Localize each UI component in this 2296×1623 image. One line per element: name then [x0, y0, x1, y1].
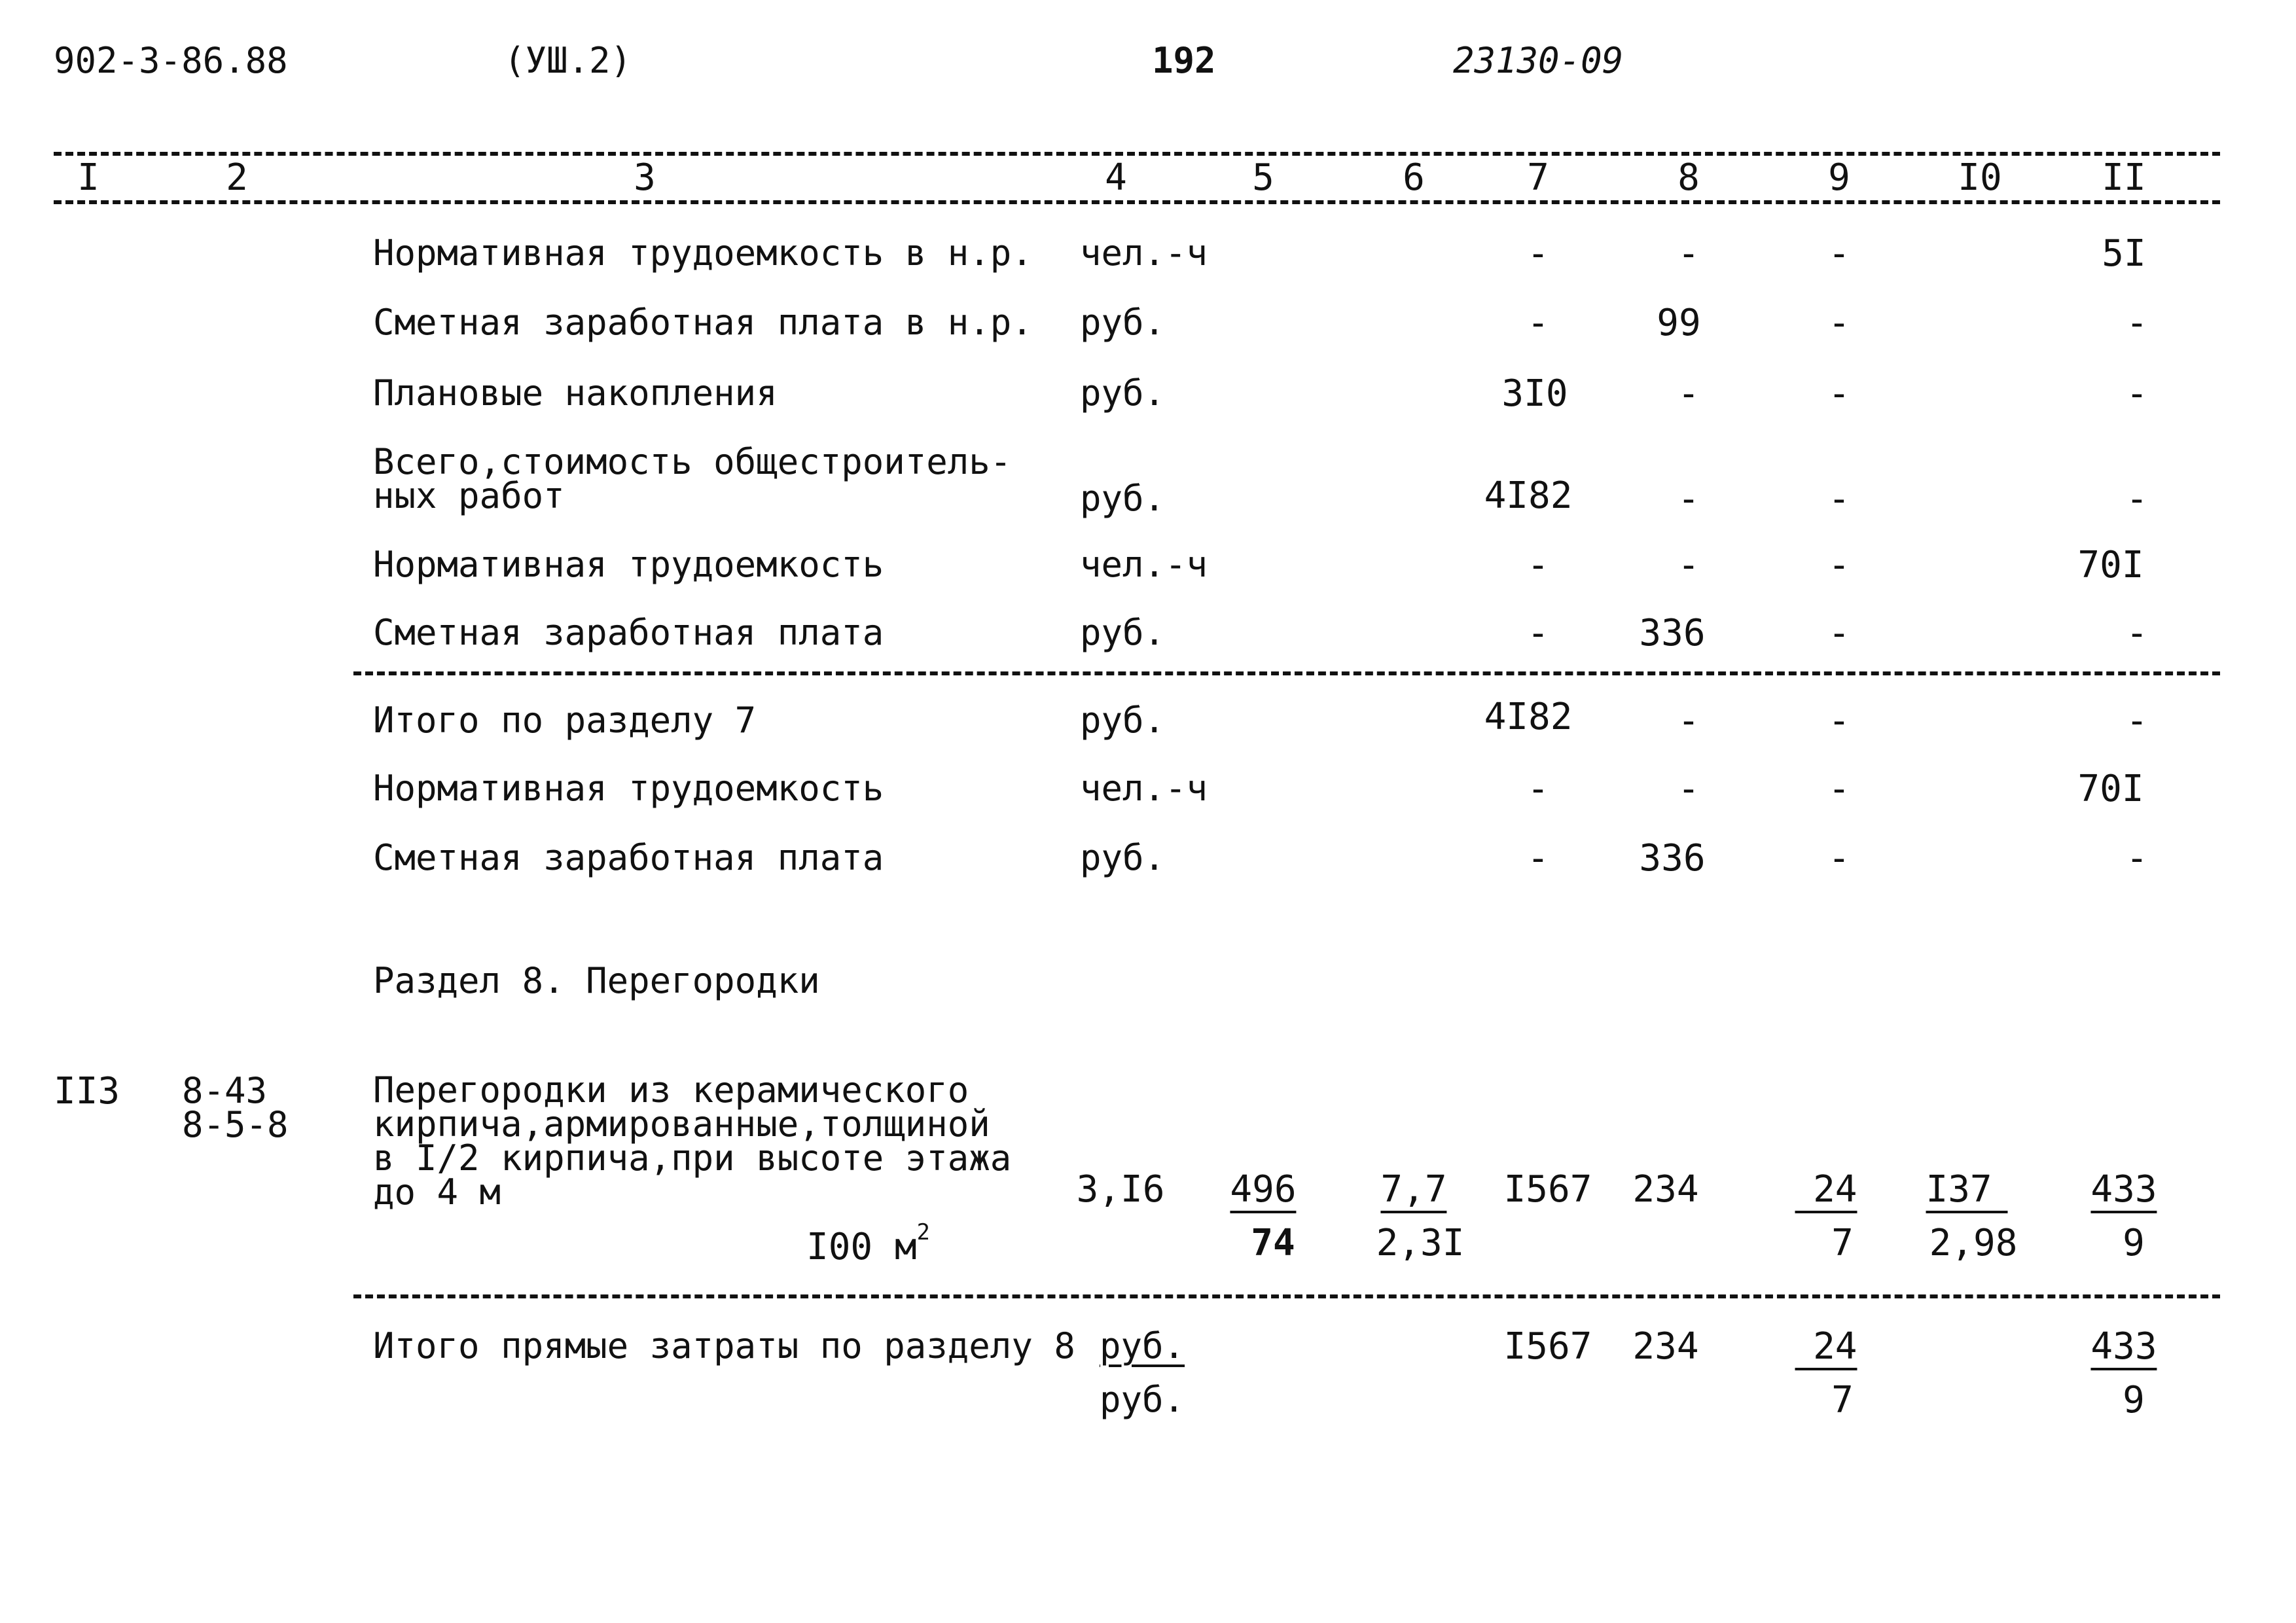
col7-value: - [1527, 837, 1549, 880]
unit-text: I00 м [806, 1226, 917, 1269]
col9-denominator: 7 [1831, 1379, 1854, 1421]
row-name: Нормативная трудоемкость в н.р. [373, 232, 1033, 274]
col11-value: 70I [2077, 768, 2144, 810]
col10-denominator: 2,98 [1929, 1222, 2018, 1264]
total-unit: руб. [1100, 1325, 1185, 1366]
col8-value: 234 [1632, 1168, 1699, 1211]
col11-numerator: 433 [2090, 1329, 2157, 1370]
col11-value: - [2126, 302, 2148, 344]
col6-numerator: 7,7 [1380, 1171, 1446, 1213]
section-title: Раздел 8. Перегородки [373, 960, 820, 1001]
col7-value: - [1527, 302, 1549, 344]
item-code-secondary: 8-5-8 [182, 1104, 289, 1145]
col7-value: - [1527, 612, 1549, 654]
quantity: 3,I6 [1076, 1168, 1165, 1211]
col11-value: - [2126, 837, 2148, 880]
section-divider [353, 671, 2220, 675]
col11-value: 5I [2102, 232, 2146, 275]
col11-value: - [2126, 612, 2148, 654]
row-unit: чел.-ч [1080, 544, 1208, 585]
col8-value: - [1677, 232, 1700, 275]
column-number: 9 [1828, 156, 1850, 199]
col11-denominator: 9 [2123, 1222, 2145, 1264]
column-number: I [77, 156, 99, 199]
section-divider [353, 1294, 2220, 1298]
row-name: Нормативная трудоемкость [373, 768, 884, 809]
column-number: I0 [1958, 156, 2002, 199]
col9-value: - [1828, 612, 1850, 654]
col5-numerator: 496 [1230, 1171, 1296, 1213]
row-unit: руб. [1080, 612, 1166, 653]
col11-denominator: 9 [2123, 1379, 2145, 1421]
col11-value: 70I [2077, 544, 2144, 586]
row-name: Всего,стоимость общестроитель- ных работ [373, 441, 1012, 516]
column-number: 4 [1105, 156, 1127, 199]
col11-numerator: 433 [2090, 1171, 2157, 1213]
total-name: Итого прямые затраты по разделу 8 [373, 1325, 1075, 1366]
row-unit: руб. [1080, 700, 1166, 741]
row-name: Нормативная трудоемкость [373, 544, 884, 585]
row-unit: руб. [1080, 837, 1166, 878]
item-number: II3 [54, 1070, 120, 1113]
col10-numerator: I37 [1926, 1171, 2008, 1213]
col11-value: - [2126, 700, 2148, 742]
col7-value: - [1527, 768, 1549, 810]
col7-value: 3I0 [1501, 372, 1568, 415]
unit-exponent: 2 [916, 1219, 930, 1245]
col8-value: 234 [1632, 1325, 1699, 1368]
col8-value: 336 [1639, 837, 1706, 880]
col8-value: - [1677, 544, 1700, 586]
column-number: 7 [1527, 156, 1549, 199]
col8-value: - [1677, 768, 1700, 810]
item-unit [806, 1219, 930, 1269]
col7-value: - [1527, 232, 1549, 275]
col9-numerator: 24 [1795, 1329, 1857, 1370]
column-number: II [2102, 156, 2146, 199]
col11-value: - [2126, 478, 2148, 520]
col9-value: - [1828, 768, 1850, 810]
total-unit-secondary: руб. [1100, 1379, 1185, 1420]
col7-value: I567 [1503, 1168, 1592, 1211]
project-code: 902-3-86.88 [54, 40, 288, 81]
column-number: 8 [1677, 156, 1700, 199]
col7-value: I567 [1503, 1325, 1592, 1368]
col9-value: - [1828, 372, 1850, 415]
item-code: 8-43 [182, 1070, 268, 1111]
col6-denominator: 2,3I [1376, 1222, 1465, 1264]
col8-value: 99 [1657, 302, 1701, 344]
header-top-rule [54, 152, 2220, 156]
header-bottom-rule [54, 200, 2220, 204]
column-number: 5 [1252, 156, 1274, 199]
row-unit: чел.-ч [1080, 768, 1208, 809]
col9-value: - [1828, 302, 1850, 344]
row-name: Сметная заработная плата [373, 612, 884, 653]
col9-denominator: 7 [1831, 1222, 1854, 1264]
page-number: 192 [1152, 40, 1216, 81]
row-name: Плановые накопления [373, 372, 778, 414]
col8-value: - [1677, 478, 1700, 520]
album-number: (УШ.2) [504, 40, 632, 81]
row-name: Сметная заработная плата [373, 837, 884, 878]
row-unit: руб. [1080, 372, 1166, 414]
row-unit: руб. [1080, 302, 1166, 343]
column-number: 6 [1403, 156, 1425, 199]
column-number: 3 [634, 156, 656, 199]
col7-value: 4I82 [1484, 696, 1573, 738]
col9-value: - [1828, 478, 1850, 520]
col11-value: - [2126, 372, 2148, 415]
col8-value: - [1677, 372, 1700, 415]
col9-value: - [1828, 232, 1850, 275]
row-name: Сметная заработная плата в н.р. [373, 302, 1033, 343]
col9-numerator: 24 [1795, 1171, 1857, 1213]
col5-denominator: 74 [1251, 1222, 1295, 1264]
document-number: 23130-09 [1453, 40, 1624, 81]
col9-value: - [1828, 837, 1850, 880]
item-description: Перегородки из керамического кирпича,армированные,толщиной в I/2 кирпича,при высоте этажа до 4 м [373, 1069, 1012, 1213]
col7-value: 4I82 [1484, 474, 1573, 517]
row-name: Итого по разделу 7 [373, 700, 757, 741]
column-number: 2 [226, 156, 248, 199]
col7-value: - [1527, 544, 1549, 586]
col8-value: - [1677, 700, 1700, 742]
col9-value: - [1828, 700, 1850, 742]
row-unit: руб. [1080, 478, 1166, 519]
col9-value: - [1828, 544, 1850, 586]
col8-value: 336 [1639, 612, 1706, 654]
row-unit: чел.-ч [1080, 232, 1208, 274]
